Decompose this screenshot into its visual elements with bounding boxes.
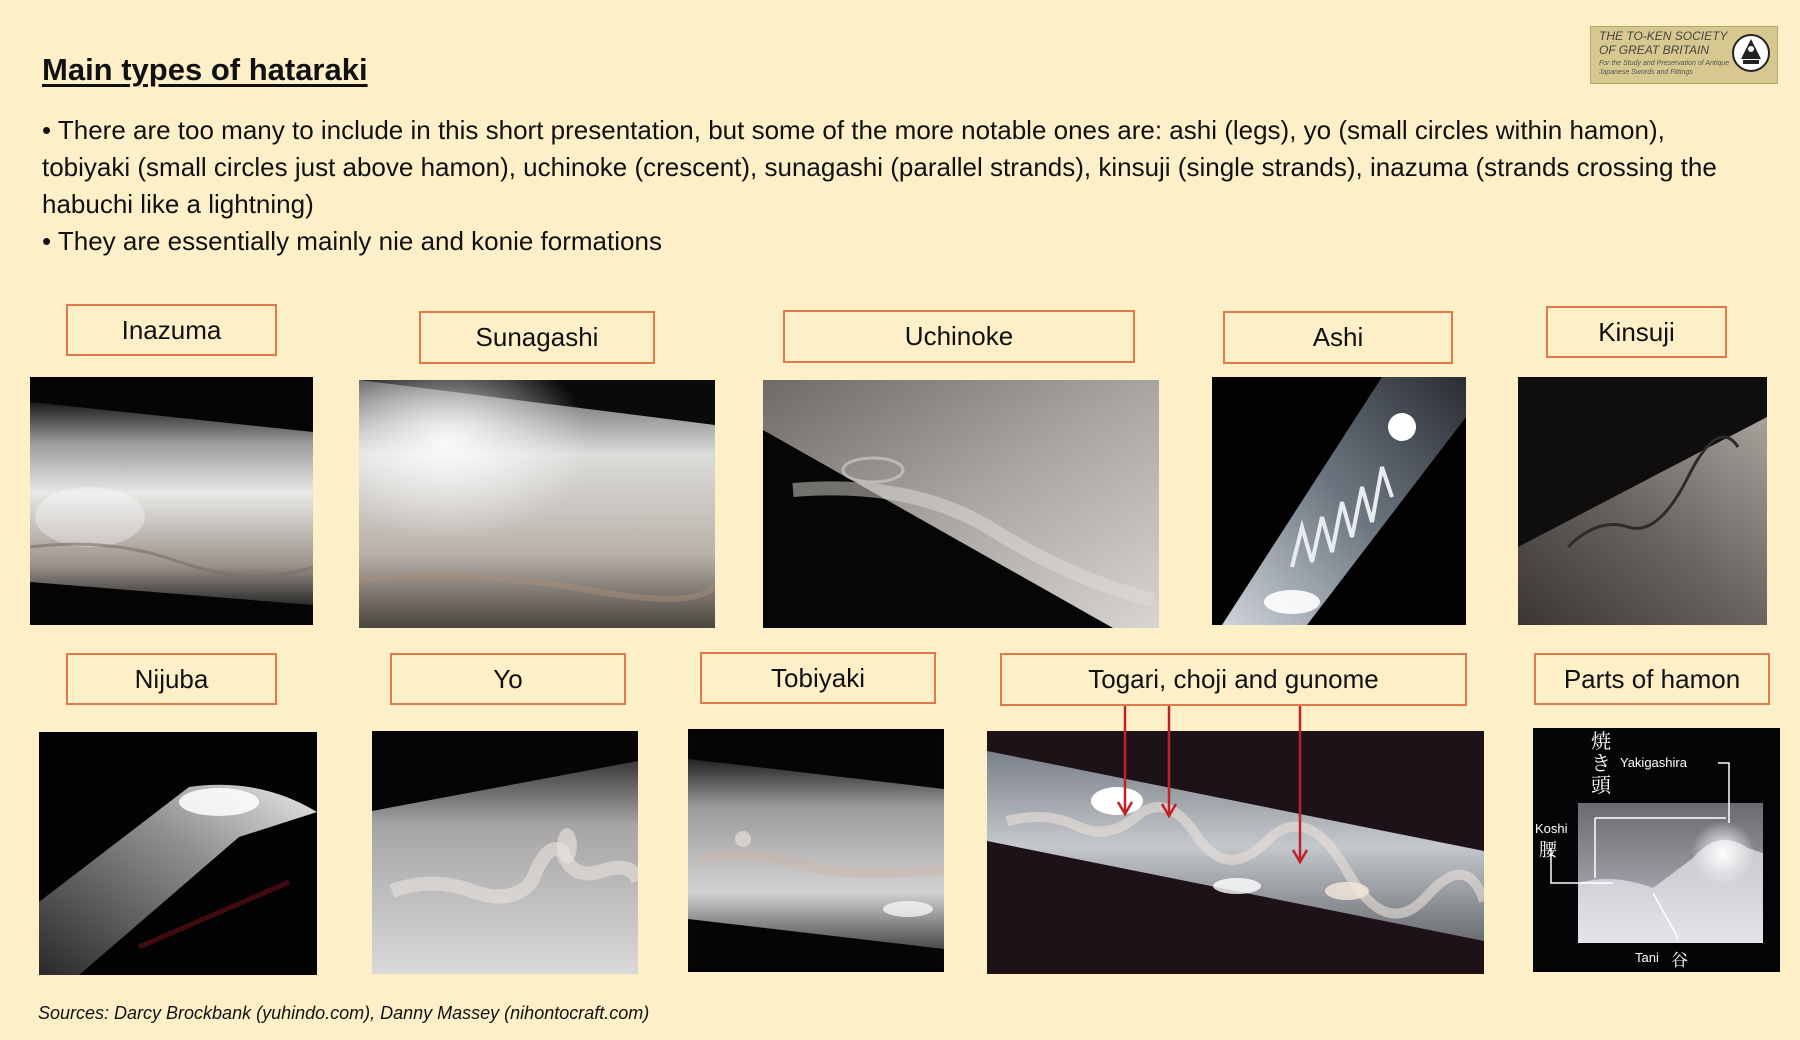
photo-yo: [372, 731, 638, 974]
bullet-list: [42, 112, 1732, 260]
yakigashira-label: Yakigashira: [1620, 755, 1687, 770]
label-tobiyaki: Tobiyaki: [700, 652, 936, 704]
photo-ashi: [1212, 377, 1466, 625]
bullet-1: • There are too many to include in this short presentation, but some of the more notable ones are: ashi (legs), yo (small circles within hamon), tobiyaki (small circles just above hamon), uchinoke (crescent), sunagashi (parallel strands), kinsuji (single strands), inazuma (strands crossing the habuchi like a lightning): [42, 115, 1717, 219]
label-yo: Yo: [390, 653, 626, 705]
red-arrow-annotations: [1100, 704, 1320, 864]
label-parts-of-hamon: Parts of hamon: [1534, 653, 1770, 705]
bullet-2: • They are essentially mainly nie and konie formations: [42, 226, 662, 256]
photo-kinsuji: [1518, 377, 1767, 625]
koshi-kanji: 腰: [1539, 840, 1557, 861]
photo-uchinoke: [763, 380, 1159, 628]
yakigashira-kanji: 焼き頭: [1591, 729, 1611, 797]
photo-sunagashi: [359, 380, 715, 628]
label-togari-choji-gunome: Togari, choji and gunome: [1000, 653, 1467, 706]
society-logo: [1590, 26, 1778, 84]
label-nijuba: Nijuba: [66, 653, 277, 705]
society-emblem-icon: [1731, 33, 1771, 73]
logo-line-2: OF GREAT BRITAIN: [1599, 43, 1710, 57]
sources-credit: Sources: Darcy Brockbank (yuhindo.com), Danny Massey (nihontocraft.com): [38, 1003, 650, 1023]
tani-kanji: 谷: [1671, 951, 1688, 971]
label-uchinoke: Uchinoke: [783, 310, 1135, 363]
photo-parts-of-hamon: [1533, 728, 1780, 972]
tani-label: Tani: [1635, 950, 1659, 965]
photo-nijuba: [39, 732, 317, 975]
logo-line-1: THE TO-KEN SOCIETY: [1599, 29, 1728, 43]
photo-tobiyaki: [688, 729, 944, 972]
logo-line-3: For the Study and Preservation of Antique Japanese Swords and Fittings: [1599, 60, 1730, 76]
koshi-label: Koshi: [1535, 821, 1568, 836]
label-sunagashi: Sunagashi: [419, 311, 655, 364]
label-ashi: Ashi: [1223, 311, 1453, 364]
photo-inazuma: [30, 377, 313, 625]
slide-title: Main types of hataraki: [42, 52, 368, 87]
label-inazuma: Inazuma: [66, 304, 277, 356]
label-kinsuji: Kinsuji: [1546, 306, 1727, 358]
